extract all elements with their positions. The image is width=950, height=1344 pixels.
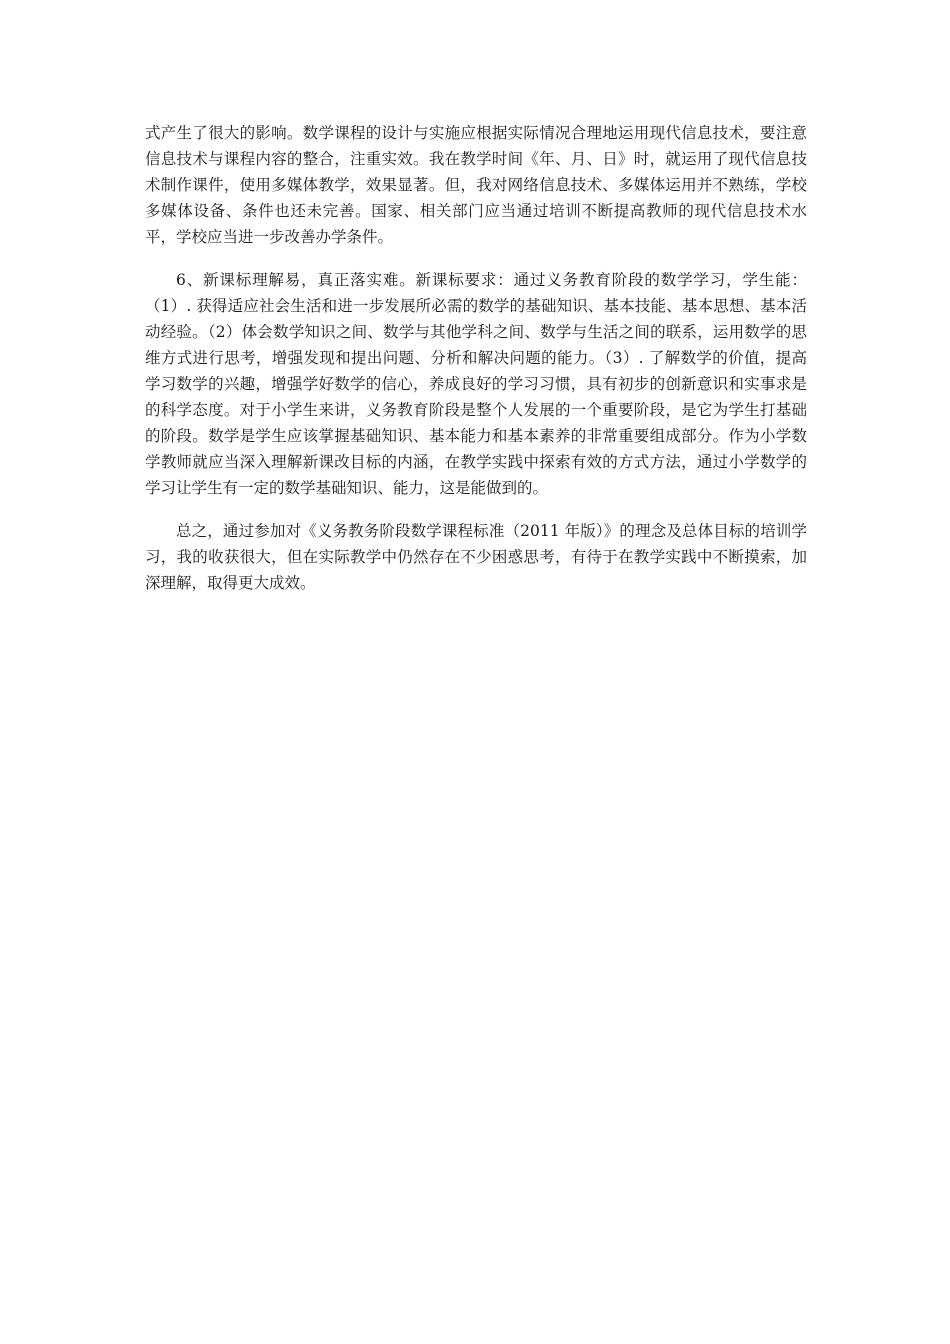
paragraph-point-6: 6、新课标理解易，真正落实难。新课标要求：通过义务教育阶段的数学学习，学生能：（1）. 获得适应社会生活和进一步发展所必需的数学的基础知识、基本技能、基本思想、基本活动经验。（2）体会数学知识之间、数学与其他学科之间、数学与生活之间的联系，运用数学的思维方式进行思考，增强发现和提出问题、分析和解决问题的能力。（3）. 了解数学的价值，提高学习数学的兴趣，增强学好数学的信心，养成良好的学习习惯，具有初步的创新意识和实事求是的科学态度。对于小学生来讲，义务教育阶段是整个人发展的一个重要阶段，是它为学生打基础的阶段。数学是学生应该掌握基础知识、基本能力和基本素养的非常重要组成部分。作为小学数学教师就应当深入理解新课改目标的内涵，在教学实践中探索有效的方式方法，通过小学数学的学习让学生有一定的数学基础知识、能力，这是能做到的。 xyxy=(145,271,807,497)
paragraph-conclusion: 总之，通过参加对《义务教务阶段数学课程标准（2011 年版）》的理念及总体目标的培训学习，我的收获很大，但在实际教学中仍然存在不少困惑思考，有待于在教学实践中不断摸索，加深理解，取得更大成效。 xyxy=(145,522,807,592)
document-body xyxy=(145,120,807,613)
paragraph-continuation: 式产生了很大的影响。数学课程的设计与实施应根据实际情况合理地运用现代信息技术，要注意信息技术与课程内容的整合，注重实效。我在教学时间《年、月、日》时，就运用了现代信息技术制作课件，使用多媒体教学，效果显著。但，我对网络信息技术、多媒体运用并不熟练，学校多媒体设备、条件也还未完善。国家、相关部门应当通过培训不断提高教师的现代信息技术水平，学校应当进一步改善办学条件。 xyxy=(145,124,807,246)
